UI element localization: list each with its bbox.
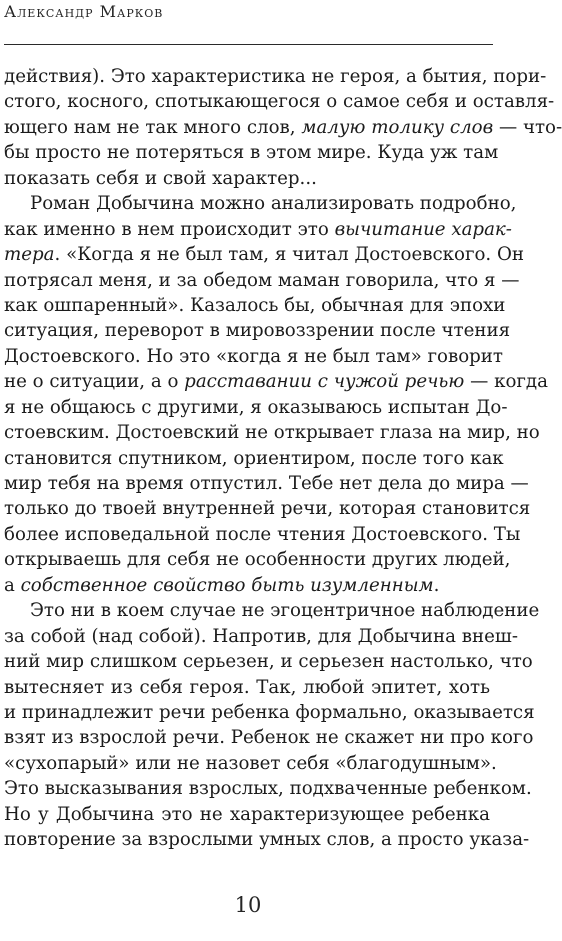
text-segment: потрясал меня, и за обедом маман говорила, что я — (4, 269, 520, 291)
text-line (4, 140, 499, 165)
text-line (4, 725, 534, 750)
text-segment: «сухопарый» или не назовет себя «благодушным». (4, 752, 497, 774)
text-line (4, 242, 525, 267)
italic-phrase: малую толику слов (301, 116, 494, 138)
text-segment: взят из взрослой речи. Ребенок не скажет ни про кого (4, 727, 534, 749)
text-segment: Это высказывания взрослых, подхваченные ребенком. (4, 778, 532, 800)
text-line (4, 395, 508, 420)
text-segment: бы просто не потеряться в этом мире. Куда уж там (4, 142, 499, 164)
text-line (4, 191, 517, 216)
text-segment: . (433, 574, 440, 596)
text-line (4, 166, 490, 191)
running-head: Александр Марков (4, 2, 164, 21)
text-segment: я не общаюсь с другими, я оказываюсь испытан До- (4, 396, 508, 418)
text-line (4, 496, 531, 521)
text-segment: ситуация, переворот в мировоззрении после чтения (4, 320, 511, 342)
text-line (4, 547, 511, 572)
text-line (4, 344, 503, 369)
text-segment: показать себя и свой характер... (4, 167, 317, 189)
text-line (4, 802, 490, 827)
text-segment: как именно в нем происходит это (4, 218, 335, 240)
text-segment: Это ни в коем случае не эгоцентричное наблюдение (30, 600, 540, 622)
text-segment: Но у Добычина это не характеризующее ребенка (4, 803, 490, 825)
text-segment: более исповедальной после чтения Достоевского. Ты (4, 523, 521, 545)
text-line (4, 649, 533, 674)
text-segment: действия). Это характеристика не героя, а бытия, пори- (4, 66, 547, 87)
text-segment: стоевским. Достоевский не открывает глаза на мир, но (4, 422, 540, 444)
text-line (4, 318, 511, 343)
italic-phrase: тера (4, 244, 55, 266)
text-segment: вытесняет из себя героя. Так, любой эпитет, хоть (4, 676, 490, 698)
text-segment: — что- (493, 116, 562, 138)
text-line (4, 598, 540, 623)
text-line (4, 217, 512, 242)
italic-phrase: вычитание харак- (334, 218, 512, 240)
body-text (4, 64, 562, 853)
text-segment: не о ситуации, а о (4, 371, 185, 393)
text-line (4, 369, 548, 394)
text-line (4, 522, 521, 547)
text-segment: стого, косного, спотыкающегося о самое себя и оставля- (4, 91, 555, 113)
text-line (4, 268, 520, 293)
text-segment: только до твоей внутренней речи, которая становится (4, 498, 531, 520)
text-line (4, 776, 532, 801)
text-line (4, 293, 506, 318)
text-line (4, 446, 504, 471)
text-line (4, 471, 529, 496)
text-segment: открываешь для себя не особенности других людей, (4, 549, 511, 571)
text-segment: Роман Добычина можно анализировать подробно, (30, 193, 517, 215)
italic-phrase: собственное свойство быть изумленным (20, 574, 434, 596)
text-line (4, 64, 547, 89)
italic-phrase: расставании с чужой речью (184, 371, 465, 393)
text-segment: — когда (464, 371, 548, 393)
text-line (4, 420, 540, 445)
text-segment: . «Когда я не был там, я читал Достоевского. Он (54, 244, 525, 266)
text-line (4, 624, 518, 649)
text-line (4, 89, 555, 114)
text-segment: как ошпаренный». Казалось бы, обычная для эпохи (4, 294, 506, 316)
text-line (4, 115, 562, 140)
text-segment: мир тебя на время отпустил. Тебе нет дела до мира — (4, 473, 529, 494)
text-segment: а (4, 574, 21, 596)
text-line (4, 751, 497, 776)
text-segment: повторение за взрослыми умных слов, а просто указа- (4, 829, 530, 851)
text-line (4, 675, 490, 700)
text-line (4, 700, 535, 725)
text-line (4, 573, 490, 598)
text-segment: ний мир слишком серьезен, и серьезен настолько, что (4, 651, 533, 673)
text-segment: ющего нам не так много слов, (4, 116, 302, 138)
text-segment: становится спутником, ориентиром, после того как (4, 447, 504, 469)
text-segment: за собой (над собой). Напротив, для Добычина внеш- (4, 625, 518, 647)
page-number: 10 (234, 893, 262, 917)
header-rule (4, 44, 493, 45)
text-segment: Достоевского. Но это «когда я не был там» говорит (4, 345, 503, 367)
text-segment: и принадлежит речи ребенка формально, оказывается (4, 701, 535, 723)
text-line (4, 827, 530, 852)
